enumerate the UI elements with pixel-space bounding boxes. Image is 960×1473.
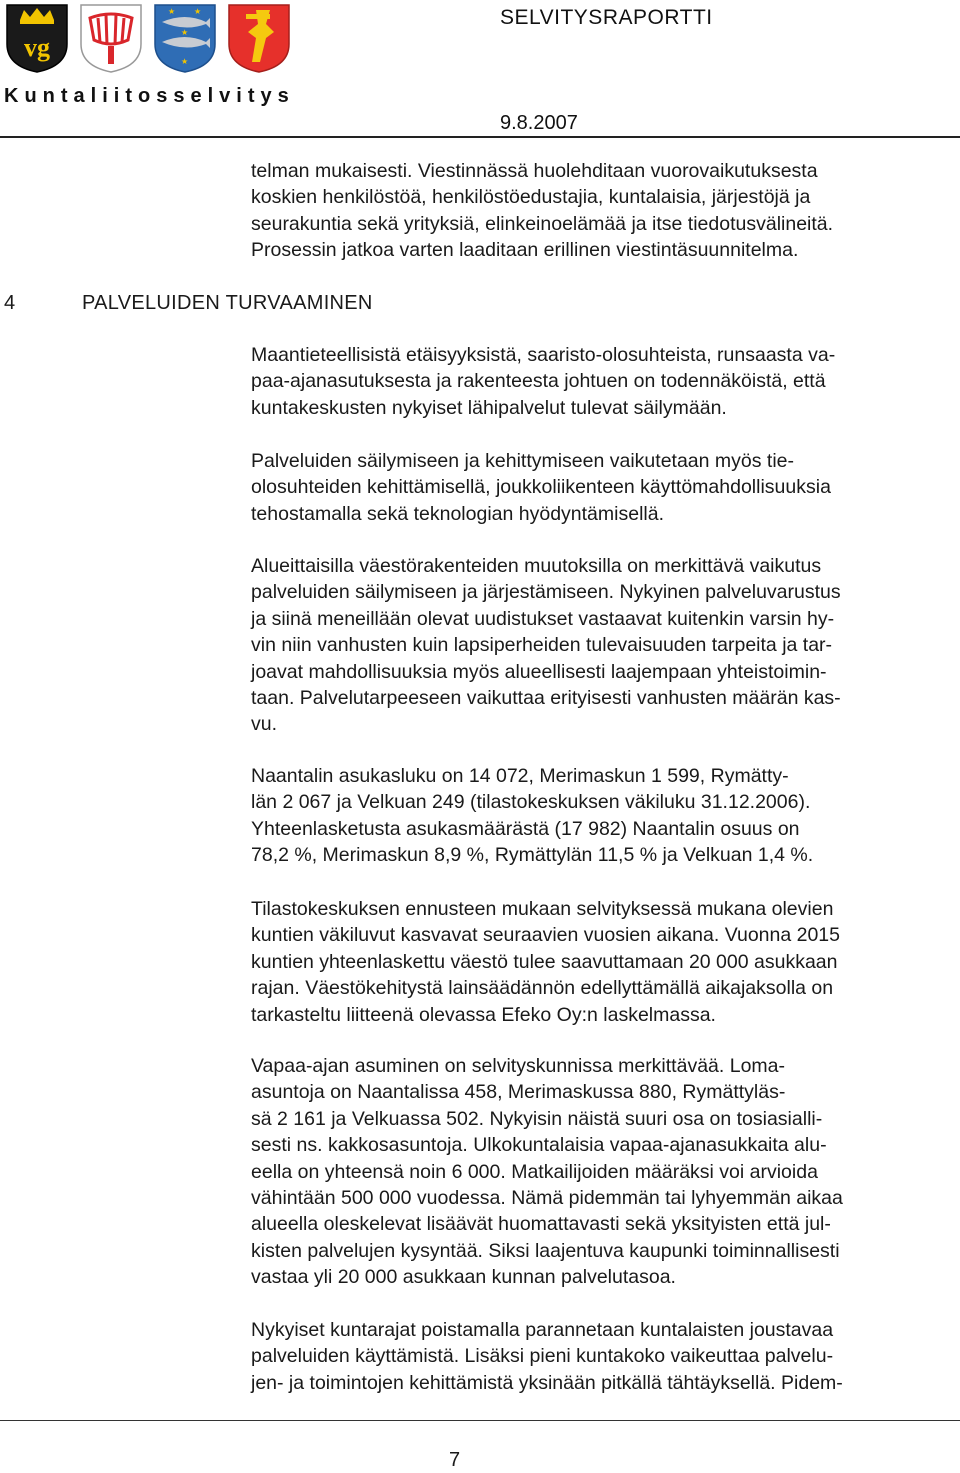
- section-number: 4: [4, 292, 16, 314]
- section-heading: [4, 292, 373, 315]
- text-line: rajan. Väestökehitystä lainsäädännön edellyttämällä aikajaksolla on: [251, 977, 834, 1000]
- text-line: 78,2 %, Merimaskun 8,9 %, Rymättylän 11,5 % ja Velkuan 1,4 %.: [251, 844, 814, 867]
- paragraph: [251, 448, 831, 527]
- text-line: palveluiden käyttämistä. Lisäksi pieni kuntakoko vaikeuttaa palvelu-: [251, 1345, 834, 1368]
- text-line: Palveluiden säilymiseen ja kehittymiseen vaikutetaan myös tie-: [251, 450, 795, 472]
- text-line: Maantieteellisistä etäisyyksistä, saaristo-olosuhteista, runsaasta va-: [251, 344, 836, 366]
- text-line: vu.: [251, 713, 278, 736]
- crest-rymattyla-icon: [152, 2, 218, 74]
- text-line: kuntakeskusten nykyiset lähipalvelut tulevat säilymään.: [251, 396, 727, 419]
- paragraph: [251, 158, 833, 264]
- header-divider: [0, 136, 960, 138]
- svg-text:★: ★: [194, 7, 202, 16]
- coats-of-arms: [4, 2, 292, 74]
- text-line: kuntien yhteenlaskettu väestö tulee saavuttamaan 20 000 asukkaan: [251, 950, 838, 973]
- text-line: kuntien väkiluvut kasvavat seuraavien vuosien aikana. Vuonna 2015: [251, 924, 840, 947]
- text-line: joavat mahdollisuuksia myös alueellisesti laajempaan yhteistoimin-: [251, 660, 827, 683]
- paragraph: [251, 342, 835, 421]
- text-line: Vapaa-ajan asuminen on selvityskunnissa merkittävää. Loma-: [251, 1055, 785, 1077]
- study-name: Kuntaliitosselvitys: [4, 85, 295, 107]
- text-line: eella on yhteensä noin 6 000. Matkailijoiden määräksi voi arvioida: [251, 1160, 818, 1183]
- text-line: Prosessin jatkoa varten laaditaan erillinen viestintäsuunnitelma.: [251, 239, 799, 262]
- text-line: asuntoja on Naantalissa 458, Merimaskussa 880, Rymättyläs-: [251, 1081, 786, 1104]
- svg-text:★: ★: [181, 28, 189, 37]
- text-line: palveluiden säilymiseen ja järjestämiseen. Nykyinen palveluvarustus: [251, 581, 841, 604]
- paragraph: [251, 553, 841, 738]
- paragraph: [251, 763, 813, 869]
- text-line: taan. Palvelutarpeeseen vaikuttaa erityisesti vanhusten määrän kas-: [251, 687, 841, 710]
- text-line: koskien henkilöstöä, henkilöstöedustajia, kuntalaisia, järjestöjä ja: [251, 186, 811, 209]
- paragraph: [251, 1053, 843, 1291]
- text-line: telman mukaisesti. Viestinnässä huolehditaan vuorovaikutuksesta: [251, 160, 818, 182]
- text-line: jen- ja toimintojen kehittämistä yksinään pitkällä tähtäyksellä. Pidem-: [251, 1371, 843, 1394]
- text-line: alueella oleskelevat lisäävät huomattavasti sekä yksityisten että jul-: [251, 1213, 831, 1236]
- text-line: vastaa yli 20 000 asukkaan kunnan palvelutasoa.: [251, 1266, 676, 1289]
- crest-merimasku-icon: [78, 2, 144, 74]
- text-line: Nykyiset kuntarajat poistamalla parannetaan kuntalaisten joustavaa: [251, 1319, 834, 1341]
- text-line: sesti ns. kakkosasuntoja. Ulkokuntalaisia vapaa-ajanasukkaita alu-: [251, 1134, 827, 1157]
- paragraph: [251, 896, 840, 1028]
- text-line: vähintään 500 000 vuodessa. Nämä pidemmän tai lyhyemmän aikaa: [251, 1187, 843, 1210]
- page-number: 7: [449, 1449, 461, 1471]
- text-line: paa-ajanasutuksesta ja rakenteesta johtuen on todennäköistä, että: [251, 370, 826, 393]
- text-line: sä 2 161 ja Velkuassa 502. Nykyisin näistä suuri osa on tosiasialli-: [251, 1107, 823, 1130]
- text-line: tehostamalla sekä teknologian hyödyntämisellä.: [251, 502, 664, 525]
- text-line: vin niin vanhusten kuin lapsiperheiden tulevaisuuden tarpeita ja tar-: [251, 634, 833, 657]
- section-title: PALVELUIDEN TURVAAMINEN: [82, 292, 373, 314]
- svg-text:★: ★: [181, 57, 189, 66]
- report-title: SELVITYSRAPORTTI: [500, 6, 713, 29]
- text-line: olosuhteiden kehittämisellä, joukkoliikenteen käyttömahdollisuuksia: [251, 476, 831, 499]
- text-line: Tilastokeskuksen ennusteen mukaan selvityksessä mukana olevien: [251, 898, 834, 920]
- crest-naantali-icon: [4, 2, 70, 74]
- text-line: seurakuntia sekä yrityksiä, elinkeinoelämää ja itse tiedotusvälineitä.: [251, 212, 834, 235]
- report-date: 9.8.2007: [500, 112, 578, 134]
- svg-text:vg: vg: [24, 33, 50, 62]
- text-line: ja siinä meneillään olevat uudistukset vastaavat kuitenkin varsin hy-: [251, 607, 835, 630]
- crest-velkua-icon: [226, 2, 292, 74]
- footer-divider: [0, 1420, 960, 1421]
- text-line: tarkasteltu liitteenä olevassa Efeko Oy:n laskelmassa.: [251, 1003, 716, 1026]
- text-line: Alueittaisilla väestörakenteiden muutoksilla on merkittävä vaikutus: [251, 555, 822, 577]
- svg-text:★: ★: [168, 7, 176, 16]
- text-line: Naantalin asukasluku on 14 072, Merimaskun 1 599, Rymätty-: [251, 765, 789, 787]
- paragraph: [251, 1317, 843, 1396]
- text-line: län 2 067 ja Velkuan 249 (tilastokeskuksen väkiluku 31.12.2006).: [251, 791, 811, 814]
- text-line: kisten palvelujen kysyntää. Siksi laajentuva kaupunki toiminnallisesti: [251, 1239, 840, 1262]
- text-line: Yhteenlasketusta asukasmäärästä (17 982) Naantalin osuus on: [251, 817, 800, 840]
